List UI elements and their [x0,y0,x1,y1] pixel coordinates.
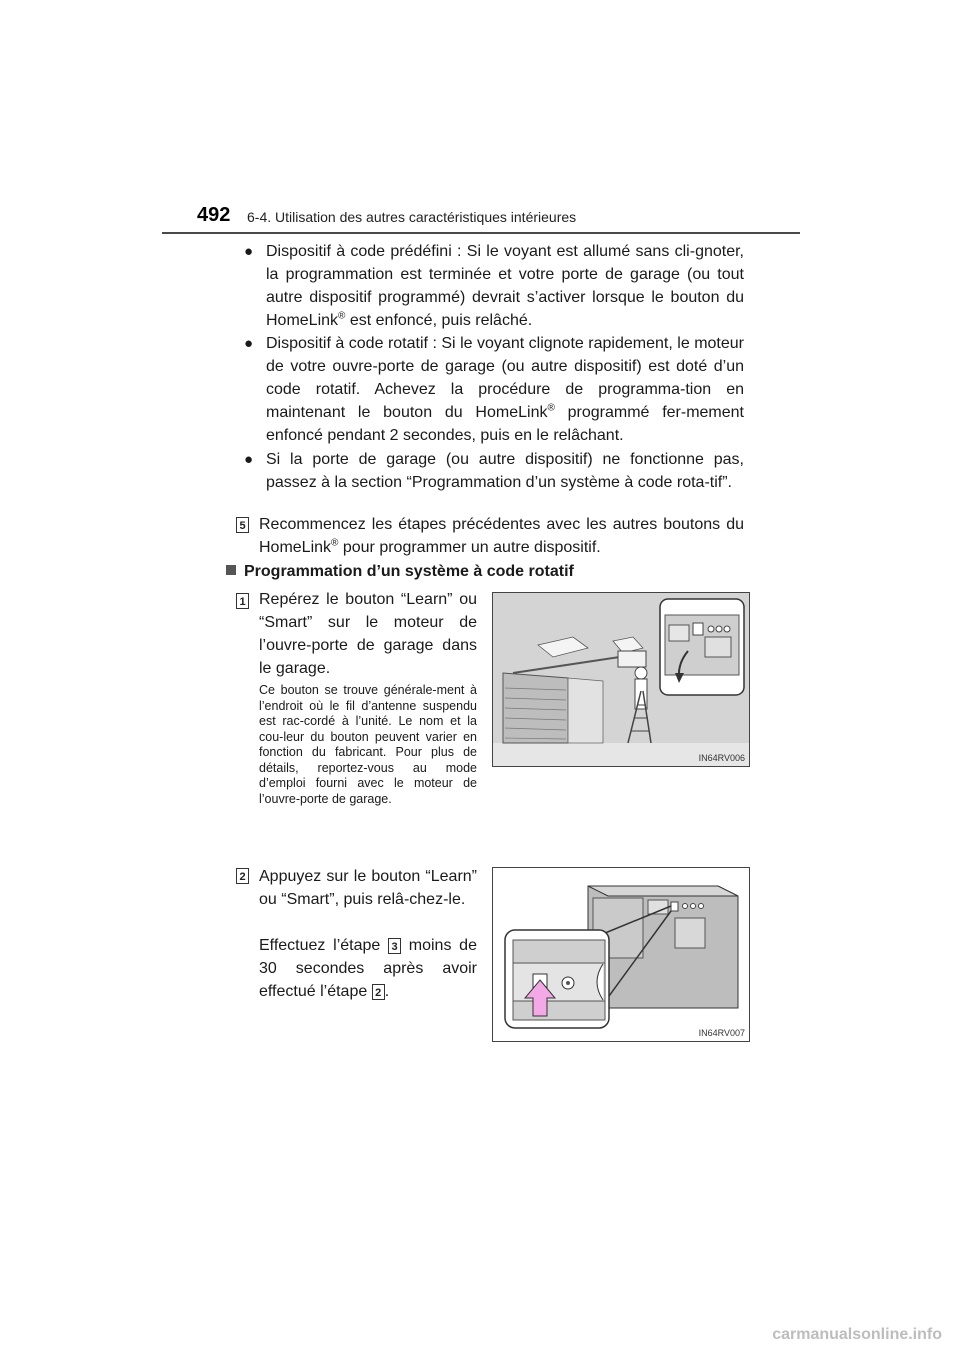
square-bullet-icon [226,565,236,575]
step-5-text-end: pour programmer un autre dispositif. [338,539,601,556]
step-5-marker [236,516,249,534]
step-2-marker [236,867,249,885]
header-rule [162,232,800,234]
step-number: 1 [236,593,249,609]
garage-illustration [493,593,749,766]
timing-text-start: Effectuez l’étape [259,937,381,954]
step-number: 2 [236,868,249,884]
registered-mark: ® [338,310,346,322]
section-title [226,563,574,581]
step-1-marker [236,592,249,610]
garage-figure [492,592,750,767]
figure-label: IN64RV006 [698,753,745,763]
opener-figure [492,867,750,1042]
bullet-dot-icon: ● [244,243,254,260]
step-ref-3: 3 [388,938,401,954]
step-number: 5 [236,517,249,533]
bullet-rolling-code [244,332,744,447]
section-title-text: Programmation d’un système à code rotatif [244,563,574,580]
step-2-text: Appuyez sur le bouton “Learn” ou “Smart”, puis relâ-chez-le. [259,868,477,908]
step-1-note: Ce bouton se trouve générale-ment à l’endroit où le fil d’antenne suspendu est rac-cordé à l’unité. Le nom et la cou-leur du bouton peuvent varier en fonction du fabricant. Pour plus de détails, reportez-vous au mode d’emploi fourni avec le moteur de l’ouvre-porte de garage. [259,683,477,806]
step-5-text [259,513,744,559]
registered-mark: ® [331,537,339,549]
bullet-dot-icon: ● [244,335,254,352]
opener-illustration [493,868,749,1041]
timing-text-mid: moins de 30 secondes après avoir effectué l’étape [259,937,477,1000]
step-2-timing [259,934,477,1003]
bullet-text: Dispositif à code prédéfini : Si le voyant est allumé sans cli-gnoter, la programmation est terminée et votre porte de garage (ou tout autre dispositif programmé) devrait s’activer lorsque le bouton du HomeLink [266,243,744,329]
watermark: carmanualsonline.info [772,1326,942,1343]
bullet-dot-icon: ● [244,451,254,468]
figure-label: IN64RV007 [698,1028,745,1038]
bullet-text: Dispositif à code rotatif : Si le voyant clignote rapidement, le moteur de votre ouvre-porte de garage (ou autre dispositif) est doté d’un code rotatif. Achevez la procédure de programma-tion en maintenant le bouton du HomeLink [266,335,744,421]
registered-mark: ® [547,402,555,414]
step-ref-2: 2 [372,984,385,1000]
bullet-text-end: est enfoncé, puis relâché. [345,312,533,329]
timing-text-end: . [384,983,390,1000]
bullet-not-working [244,448,744,494]
step-1-text: Repérez le bouton “Learn” ou “Smart” sur le moteur de l’ouvre-porte de garage dans le garage. [259,591,477,677]
step-5-text-main: Recommencez les étapes précédentes avec les autres boutons du HomeLink [259,516,744,556]
bullet-text-end: programmé fer-mement enfoncé pendant 2 secondes, puis en le relâchant. [266,404,744,444]
bullet-text: Si la porte de garage (ou autre dispositif) ne fonctionne pas, passez à la section “Programmation d’un système à code rota-tif”. [266,451,744,491]
chapter-title: 6-4. Utilisation des autres caractéristiques intérieures [247,209,577,225]
bullet-preset-code [244,240,744,332]
page-number: 492 [197,204,231,226]
